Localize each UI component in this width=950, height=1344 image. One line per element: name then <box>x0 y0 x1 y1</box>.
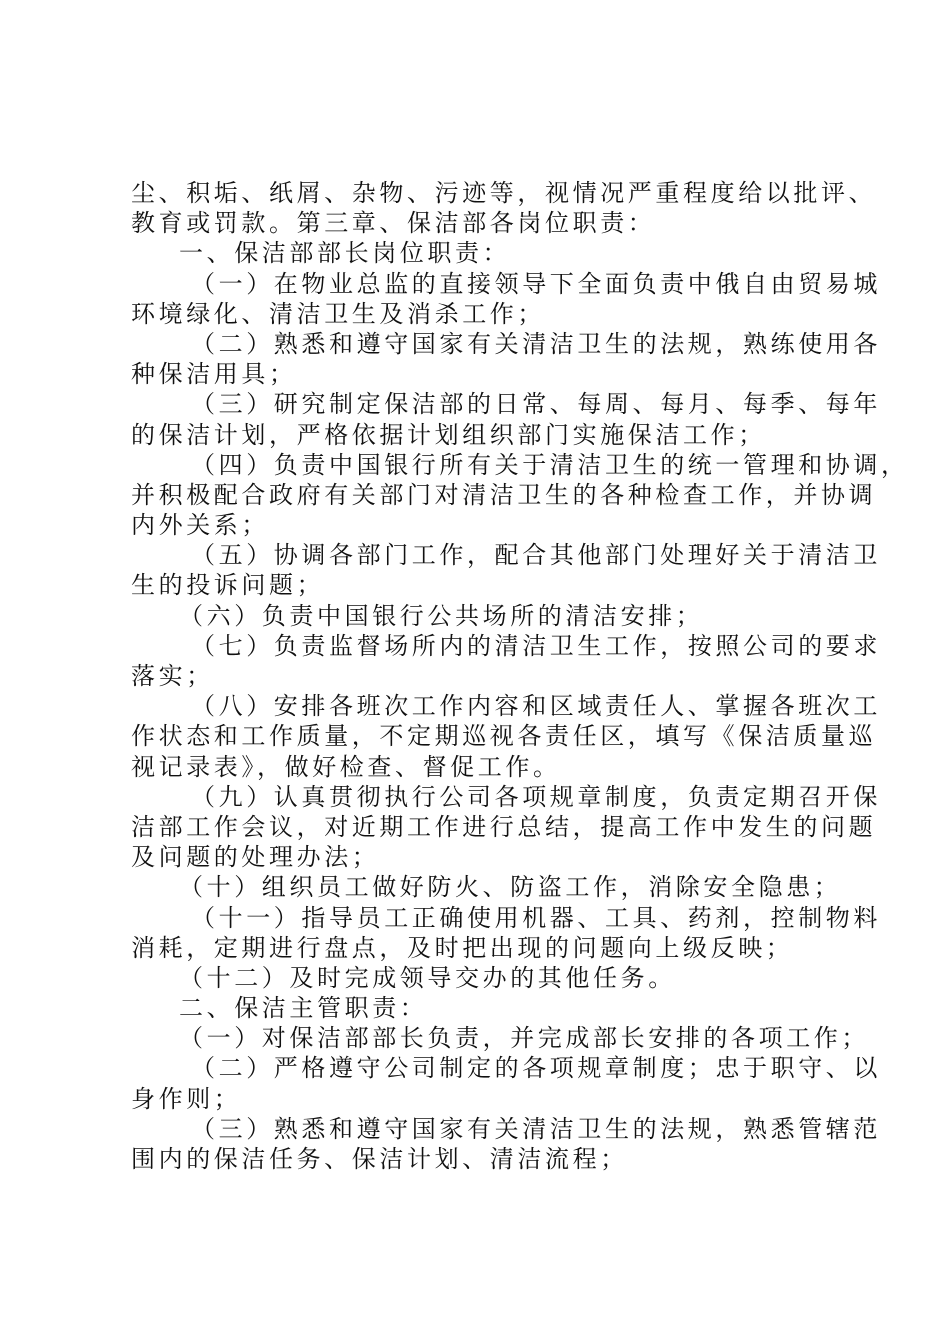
text-line: （十二）及时完成领导交办的其他任务。 <box>179 963 676 992</box>
text-line: 视记录表》，做好检查、督促工作。 <box>131 752 561 781</box>
text-line: （一）在物业总监的直接领导下全面负责中俄自由贸易城 <box>191 269 881 298</box>
text-line: 消耗，定期进行盘点，及时把出现的问题向上级反映； <box>131 933 794 962</box>
text-line: （七）负责监督场所内的清洁卫生工作，按照公司的要求 <box>191 631 881 660</box>
text-line: 环境绿化、清洁卫生及消杀工作； <box>131 299 545 328</box>
text-line: 尘、积垢、纸屑、杂物、污迹等，视情况严重程度给以批评、 <box>131 179 877 207</box>
text-line: 作状态和工作质量，不定期巡视各责任区，填写《保洁质量巡 <box>131 722 877 751</box>
text-line: 教育或罚款。第三章、保洁部各岗位职责： <box>131 209 656 238</box>
text-line: （八）安排各班次工作内容和区域责任人、掌握各班次工 <box>191 692 881 721</box>
text-line: 围内的保洁任务、保洁计划、清洁流程； <box>131 1145 628 1173</box>
text-line: 落实； <box>131 662 214 690</box>
text-line: 并积极配合政府有关部门对清洁卫生的各种检查工作，并协调 <box>131 480 877 509</box>
text-line: （六）负责中国银行公共场所的清洁安排； <box>179 601 704 630</box>
text-line: （九）认真贯彻执行公司各项规章制度，负责定期召开保 <box>191 782 881 811</box>
text-line: （三）研究制定保洁部的日常、每周、每月、每季、每年 <box>191 390 881 419</box>
text-line: （三）熟悉和遵守国家有关清洁卫生的法规，熟悉管辖范 <box>191 1114 881 1143</box>
text-line: 及问题的处理办法； <box>131 843 380 872</box>
text-line: （二）严格遵守公司制定的各项规章制度；忠于职守、以 <box>191 1054 881 1083</box>
text-line: （二）熟悉和遵守国家有关清洁卫生的法规，熟练使用各 <box>191 329 881 358</box>
text-line: 内外关系； <box>131 511 269 540</box>
text-line: 种保洁用具； <box>131 360 297 389</box>
text-line: （十一）指导员工正确使用机器、工具、药剂，控制物料 <box>191 903 881 932</box>
section-heading: 二、保洁主管职责： <box>179 994 428 1023</box>
text-line: 洁部工作会议，对近期工作进行总结，提高工作中发生的问题 <box>131 812 877 841</box>
document-body <box>131 178 909 1174</box>
text-line: （五）协调各部门工作，配合其他部门处理好关于清洁卫 <box>191 541 881 570</box>
text-line: （一）对保洁部部长负责，并完成部长安排的各项工作； <box>179 1024 869 1053</box>
text-line: 身作则； <box>131 1084 242 1113</box>
text-line: （十）组织员工做好防火、防盗工作，消除安全隐患； <box>179 873 842 902</box>
text-line: 生的投诉问题； <box>131 571 325 600</box>
text-line: （四）负责中国银行所有关于清洁卫生的统一管理和协调， <box>191 450 909 479</box>
section-heading: 一、保洁部部长岗位职责： <box>179 239 511 268</box>
text-line: 的保洁计划，严格依据计划组织部门实施保洁工作； <box>131 420 766 449</box>
